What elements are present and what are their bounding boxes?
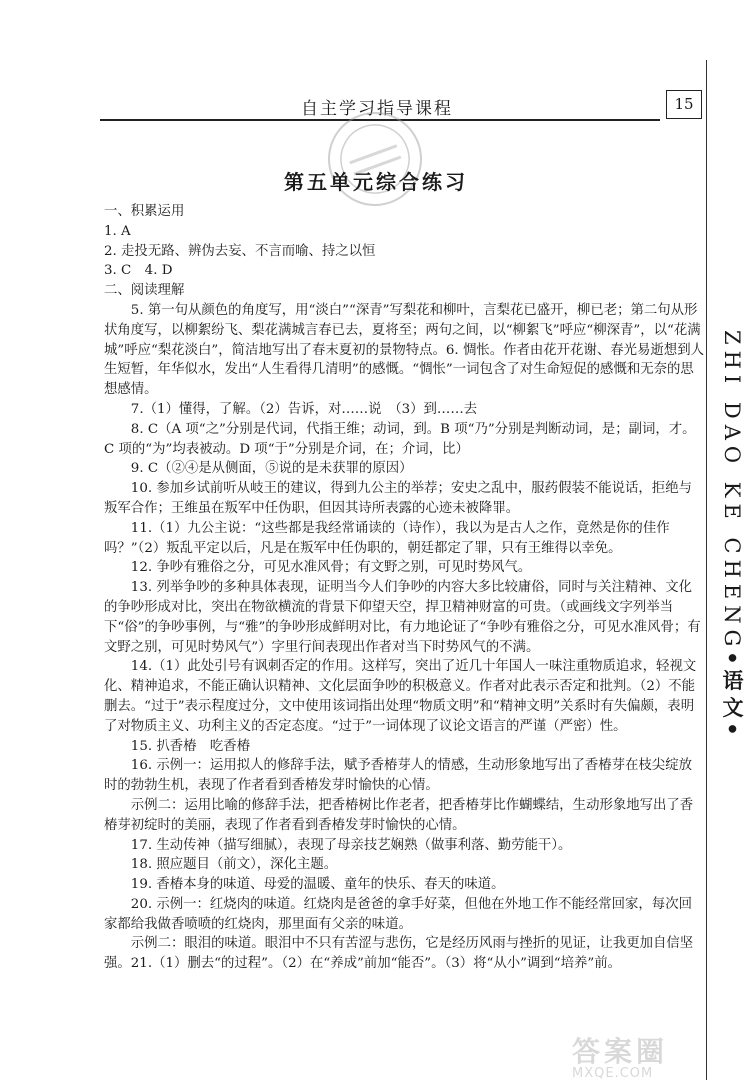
header-title: 自主学习指导课程	[301, 99, 453, 119]
answer-item: 20. 示例一：红烧肉的味道。红烧肉是爸爸的拿手好菜，但他在外地工作不能经常回家，每次回家都给我做香喷喷的红烧肉，那里面有父亲的味道。	[104, 896, 692, 932]
answer-item: 1. A	[104, 223, 131, 239]
answer-item: 8. C（A 项“之”分别是代词，代指王维；动词，到。B 项“乃”分别是判断动词，是；副词，才。C 项的“为”均表被动。D 项“于”分别是介词，在；介词，比）	[104, 421, 696, 457]
answer-item: 示例二：运用比喻的修辞手法，把香椿树比作老者，把香椿芽比作蝴蝶结，生动形象地写出了香椿芽初绽时的美丽，表现了作者看到香椿发芽时愉快的心情。	[104, 797, 694, 833]
answer-item: 12. 争吵有雅俗之分，可见水准风骨；有文野之别，可见时势风气。	[130, 560, 532, 576]
sidebar-course-name	[711, 330, 747, 740]
page-number: 15	[666, 90, 702, 119]
sidebar-word: CHENG	[720, 537, 744, 653]
answer-item: 17. 生动传神（描写细腻），表现了母亲技艺娴熟（做事利落、勤劳能干）。	[130, 837, 572, 853]
answer-item: 11.（1）九公主说：“这些都是我经常诵读的（诗作），我以为是古人之作，竟然是你的佳作吗？”（2）叛乱平定以后，凡是在叛军中任伪职的，朝廷都定了罪，只有王维得以幸免。	[104, 520, 670, 556]
answer-item: 7.（1）懂得，了解。（2）告诉，对……说 （3）到……去	[130, 401, 478, 417]
sidebar-word: DAO	[720, 401, 744, 470]
answer-item: 13. 列举争吵的多种具体表现，证明当今人们争吵的内容大多比较庸俗，同时与关注精神、文化的争吵形成对比，突出在物欲横流的背景下仰望天空，捍卫精神财富的可贵。（或画线文字列举当下“俗”的争吵事例，与“雅”的争吵形成鲜明对比，有力地论证了“争吵有雅俗之分，可见水准风骨；有文野之别，可见时势风气”）字里行间表现出作者对当下时势风气的不满。	[104, 580, 701, 655]
answer-item: 5. 第一句从颜色的角度写，用“淡白”“深青”写梨花和柳叶，言梨花已盛开，柳已老；第二句从形状角度写，以柳絮纷飞、梨花满城言春已去，夏将至；两句之间，以“柳絮飞”呼应“柳深青”，以“花满城”呼应“梨花淡白”，简洁地写出了春末夏初的景物特点。6. 惆怅。作者由花开花谢、春光易逝想到人生短暂，年华似水，发出“人生看得几清明”的感慨。“惆怅”一词包含了对生命短促的感慨和无奈的思想感情。	[104, 302, 704, 398]
sidebar-subject: 语文	[720, 669, 745, 724]
section-heading: 一、积累运用	[104, 204, 185, 219]
section-heading: 二、阅读理解	[104, 283, 185, 299]
dot-icon: ●	[727, 723, 738, 741]
sidebar-word: ZHI	[720, 330, 744, 390]
answer-content	[104, 202, 704, 974]
answer-item: 16. 示例一：运用拟人的修辞手法，赋予香椿芽人的情感，生动形象地写出了香椿芽在枝尖绽放时的勃勃生机，表现了作者看到香椿发芽时愉快的心情。	[104, 758, 692, 794]
watermark-logo: 答案圈	[572, 1035, 669, 1068]
watermark	[572, 1030, 742, 1090]
answer-item: 9. C（②④是从侧面，⑤说的是未获罪的原因）	[130, 461, 413, 477]
answer-item: 18. 照应题目（前文），深化主题。	[130, 857, 338, 873]
sidebar-word: KE	[720, 481, 744, 525]
watermark-url: MXQE.COM	[572, 1066, 654, 1081]
answer-item: 14.（1）此处引号有讽刺否定的作用。这样写，突出了近几十年国人一味注重物质追求，轻视文化、精神追求，不能正确认识精神、文化层面争吵的积极意义。作者对此表示否定和批判。（2）不能删去。“过于”表示程度过分，文中使用该词指出处理“物质文明”和“精神文明”关系时有失偏颇，表明了对物质主义、功利主义的否定态度。“过于”一词体现了议论文语言的严谨（严密）性。	[104, 659, 697, 734]
unit-title: 第五单元综合练习	[284, 170, 468, 194]
answer-item: 2. 走投无路、辨伪去妄、不言而喻、持之以恒	[104, 243, 376, 259]
answer-item: 15. 扒香椿 吃香椿	[130, 738, 251, 754]
side-divider	[706, 60, 707, 1080]
answer-item: 示例二：眼泪的味道。眼泪中不只有苦涩与悲伤，它是经历风雨与挫折的见证，让我更加自信坚强。21.（1）删去“的过程”。（2）在“养成”前加“能否”。（3）将“从小”调到“培养”前。	[104, 936, 694, 972]
answer-item: 3. C 4. D	[104, 263, 173, 279]
dot-icon: ●	[727, 652, 738, 670]
answer-item: 19. 香椿本身的味道、母爱的温暖、童年的快乐、春天的味道。	[130, 877, 505, 893]
answer-item: 10. 参加乡试前听从岐王的建议，得到九公主的举荐；安史之乱中，服药假装不能说话，拒绝与叛军合作；王维虽在叛军中任伪职，但因其诗所表露的心迹未被降罪。	[104, 481, 692, 516]
